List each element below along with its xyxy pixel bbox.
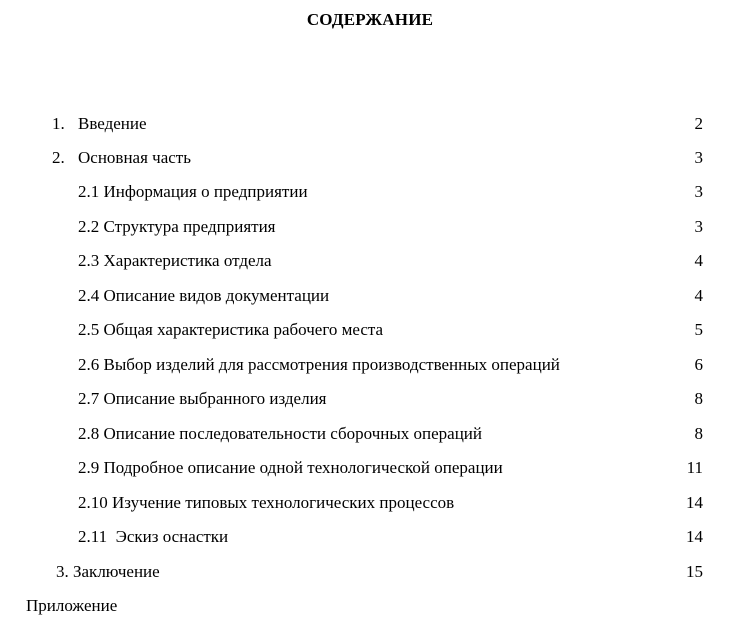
page-title: СОДЕРЖАНИЕ xyxy=(306,10,434,29)
toc-entry-number: 2. xyxy=(52,148,65,167)
toc-entry-label: 2.11 Эскиз оснастки xyxy=(78,527,229,546)
toc-entry-label: 2.1 Информация о предприятии xyxy=(78,182,308,201)
toc-page-number: 3 xyxy=(694,148,703,167)
toc-entry-label: Приложение xyxy=(26,596,118,615)
toc-page-number: 14 xyxy=(686,493,703,512)
toc-page-number: 14 xyxy=(686,527,703,546)
toc-page-number: 15 xyxy=(686,562,703,581)
toc-page-number: 8 xyxy=(694,389,703,408)
toc-entry-2-4[interactable] xyxy=(0,286,731,306)
toc-entry-2-9[interactable] xyxy=(0,458,731,478)
toc-entry-label: 2.8 Описание последовательности сборочных операций xyxy=(78,424,483,443)
toc-entry-label: 2.10 Изучение типовых технологических процессов xyxy=(78,493,455,512)
toc-page-number: 3 xyxy=(694,217,703,236)
toc-entry-label: Основная часть xyxy=(78,148,191,167)
toc-page-number: 4 xyxy=(694,251,703,270)
toc-entry-label: 2.5 Общая характеристика рабочего места xyxy=(78,320,384,339)
toc-page-number: 2 xyxy=(694,114,703,133)
toc-entry-conclusion[interactable] xyxy=(0,562,731,582)
toc-entry-label: 2.6 Выбор изделий для рассмотрения производственных операций xyxy=(78,355,560,374)
toc-entry-2-8[interactable] xyxy=(0,424,731,444)
toc-entry-2-2[interactable] xyxy=(0,217,731,237)
toc-page-number: 5 xyxy=(694,320,703,339)
toc-entry-2-10[interactable] xyxy=(0,493,731,513)
toc-page-number: 8 xyxy=(694,424,703,443)
toc-entry-label: 2.7 Описание выбранного изделия xyxy=(78,389,327,408)
toc-entry-number: 1. xyxy=(52,114,65,133)
toc-entry-introduction[interactable] xyxy=(0,114,731,134)
toc-entry-label: 2.2 Структура предприятия xyxy=(78,217,276,236)
toc-entry-label: 2.9 Подробное описание одной технологической операции xyxy=(78,458,503,477)
toc-entry-2-7[interactable] xyxy=(0,389,731,409)
toc-entry-label: 2.3 Характеристика отдела xyxy=(78,251,272,270)
toc-entry-2-6[interactable] xyxy=(0,355,731,375)
toc-entry-label: Введение xyxy=(78,114,147,133)
toc-page-number: 3 xyxy=(694,182,703,201)
toc-entry-2-5[interactable] xyxy=(0,320,731,340)
toc-entry-label: 2.4 Описание видов документации xyxy=(78,286,330,305)
toc-entry-2-3[interactable] xyxy=(0,251,731,271)
toc-entry-2-11[interactable] xyxy=(0,527,731,547)
toc-page-number: 4 xyxy=(694,286,703,305)
toc-page-number: 6 xyxy=(694,355,703,374)
toc-entry-2-1[interactable] xyxy=(0,182,731,202)
toc-entry-main-part[interactable] xyxy=(0,148,731,168)
toc-entry-appendix[interactable] xyxy=(0,596,731,616)
toc-entry-label: 3. Заключение xyxy=(56,562,160,581)
toc-page-number: 11 xyxy=(686,458,703,477)
